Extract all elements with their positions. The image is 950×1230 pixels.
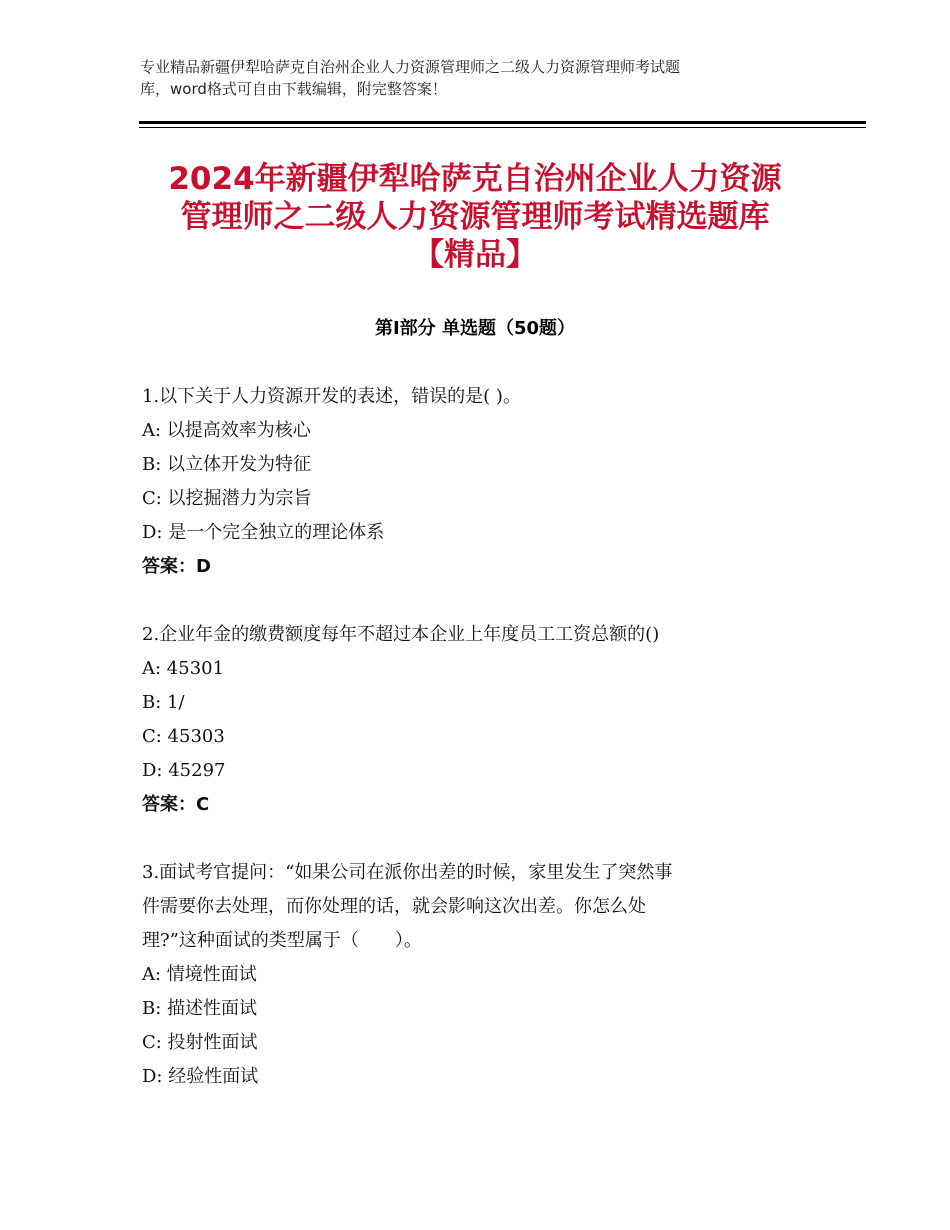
question-list: [142, 380, 842, 1128]
header-note-line: 库，word格式可自由下载编辑，附完整答案！: [140, 80, 447, 98]
option-a: A: 45301: [142, 658, 225, 679]
question-text-line: 3.面试考官提问：“如果公司在派你出差的时候，家里发生了突然事: [142, 862, 673, 883]
option-a: A: 以提高效率为核心: [142, 420, 311, 441]
title-line: 【精品】: [413, 237, 537, 273]
header-note: [140, 56, 830, 100]
question-2: [142, 618, 842, 822]
option-d: D: 经验性面试: [142, 1066, 259, 1087]
option-c: C: 以挖掘潜力为宗旨: [142, 488, 312, 509]
option-b: B: 1/: [142, 692, 185, 713]
question-text-line: 件需要你去处理，而你处理的话，就会影响这次出差。你怎么处: [142, 896, 646, 917]
title-line: 管理师之二级人力资源管理师考试精选题库: [180, 199, 770, 235]
question-3: [142, 856, 842, 1094]
option-d: D: 是一个完全独立的理论体系: [142, 522, 385, 543]
option-c: C: 45303: [142, 726, 225, 747]
document-title: [100, 160, 850, 274]
question-text-line: 理?”这种面试的类型属于（ ）。: [142, 930, 422, 951]
question-text: 1.以下关于人力资源开发的表述，错误的是( )。: [142, 386, 521, 407]
answer: 答案：C: [142, 794, 210, 815]
option-d: D: 45297: [142, 760, 226, 781]
option-a: A: 情境性面试: [142, 964, 257, 985]
answer: 答案：D: [142, 556, 211, 577]
option-b: B: 描述性面试: [142, 998, 258, 1019]
title-line: 2024年新疆伊犁哈萨克自治州企业人力资源: [168, 161, 782, 197]
header-divider-thin: [139, 127, 866, 128]
header-divider-thick: [139, 121, 866, 124]
question-text: 2.企业年金的缴费额度每年不超过本企业上年度员工工资总额的(): [142, 624, 660, 645]
option-c: C: 投射性面试: [142, 1032, 258, 1053]
question-1: [142, 380, 842, 584]
section-heading: 第Ⅰ部分 单选题（50题）: [374, 318, 575, 339]
option-b: B: 以立体开发为特征: [142, 454, 312, 475]
header-note-line: 专业精品新疆伊犁哈萨克自治州企业人力资源管理师之二级人力资源管理师考试题: [140, 58, 681, 76]
